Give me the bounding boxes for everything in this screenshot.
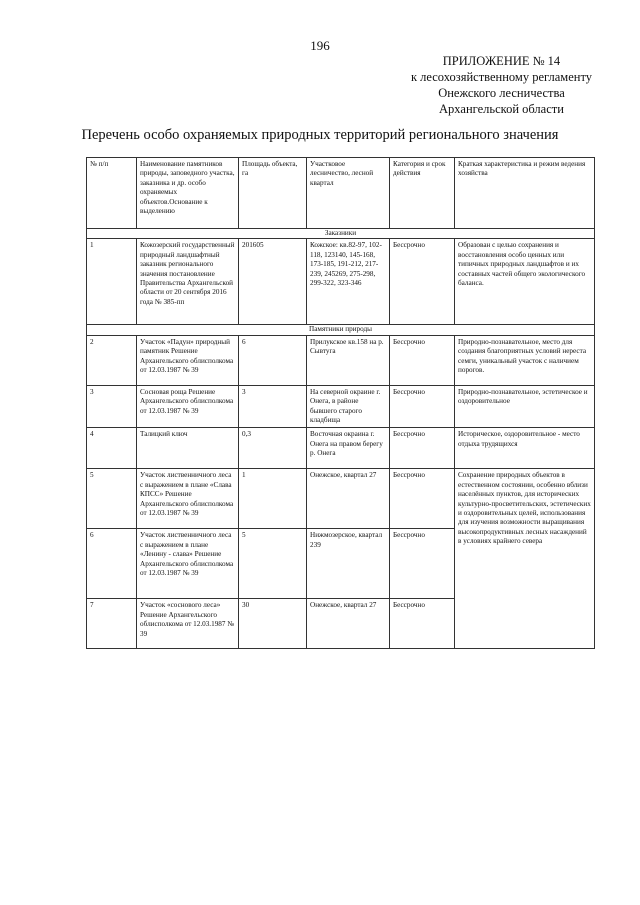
cell-location: Кожское: кв.82-97, 102-118, 123140, 145-168, 173-185, 191-212, 217-239, 245269, 275-298, 299-322, 323-346 xyxy=(307,239,390,325)
header-area: Площадь объекта, га xyxy=(239,158,307,229)
cell-location: Нижмозерское, квартал 239 xyxy=(307,529,390,599)
section-row-monuments xyxy=(87,325,595,335)
cell-category: Бессрочно xyxy=(390,428,455,469)
cell-category: Бессрочно xyxy=(390,469,455,529)
cell-name: Участок «соснового леса» Решение Архангельского облисполкома от 12.03.1987 № 39 xyxy=(137,599,239,649)
cell-number: 1 xyxy=(87,239,137,325)
section-row-reserves xyxy=(87,229,595,239)
header-description: Краткая характеристика и режим ведения хозяйства xyxy=(455,158,595,229)
appendix-header xyxy=(411,53,592,117)
header-location: Участковое лесничество, лесной квартал xyxy=(307,158,390,229)
appendix-line-4: Архангельской области xyxy=(439,102,564,116)
protected-areas-table xyxy=(86,157,595,649)
appendix-line-3: Онежского лесничества xyxy=(438,86,565,100)
header-category: Категория и срок действия xyxy=(390,158,455,229)
cell-area: 3 xyxy=(239,385,307,428)
table-row xyxy=(87,239,595,325)
cell-area: 6 xyxy=(239,335,307,385)
cell-category: Бессрочно xyxy=(390,335,455,385)
cell-category: Бессрочно xyxy=(390,239,455,325)
cell-number: 2 xyxy=(87,335,137,385)
cell-location: Онежское, квартал 27 xyxy=(307,599,390,649)
cell-name: Талицкий ключ xyxy=(137,428,239,469)
table-row xyxy=(87,335,595,385)
appendix-line-1: ПРИЛОЖЕНИЕ № 14 xyxy=(442,54,561,68)
table-row xyxy=(87,428,595,469)
section-title-monuments: Памятники природы xyxy=(87,325,595,335)
cell-location: На северной окраине г. Онега, в районе бывшего старого кладбища xyxy=(307,385,390,428)
cell-name: Кожозерский государственный природный ландшафтный заказник регионального значения постановление Правительства Архангельской области от 20 сентября 2016 года № 385-пп xyxy=(137,239,239,325)
cell-category: Бессрочно xyxy=(390,385,455,428)
header-number: № п/п xyxy=(87,158,137,229)
document-title: Перечень особо охраняемых природных территорий регионального значения xyxy=(81,127,559,143)
cell-location: Онежское, квартал 27 xyxy=(307,469,390,529)
cell-area: 0,3 xyxy=(239,428,307,469)
cell-area: 5 xyxy=(239,529,307,599)
cell-name: Сосновая роща Решение Архангельского облисполкома от 12.03.1987 № 39 xyxy=(137,385,239,428)
table-row xyxy=(87,385,595,428)
appendix-line-2: к лесохозяйственному регламенту xyxy=(410,70,592,84)
cell-description: Природно-познавательное, место для создания благоприятных условий нереста семги, уникальный участок с наличием порогов. xyxy=(455,335,595,385)
cell-shared-description: Сохранение природных объектов в естественном состоянии, особенно вблизи населённых пунктов, для исторических культурно-просветительских, эстетических и оздоровительных целей, использования для изучения возможности выращивания высокопродуктивных лесных насаждений в условиях крайнего севера xyxy=(455,469,595,649)
cell-category: Бессрочно xyxy=(390,599,455,649)
section-title-reserves: Заказники xyxy=(87,229,595,239)
table-row xyxy=(87,469,595,529)
cell-location: Восточная окраина г. Онега на правом берегу р. Онега xyxy=(307,428,390,469)
table-header-row xyxy=(87,158,595,229)
cell-location: Прилукское кв.158 на р. Сывтуга xyxy=(307,335,390,385)
cell-name: Участок лиственничного леса с выражением в плане «Ленину - слава» Решение Архангельского облисполкома от 12.03.1987 № 39 xyxy=(137,529,239,599)
header-name: Наименование памятников природы, заповедного участка, заказника и др. особо охраняемых объектов.Основание к выделению xyxy=(137,158,239,229)
cell-number: 7 xyxy=(87,599,137,649)
cell-name: Участок лиственничного леса с выражением в плане «Слава КПСС» Решение Архангельского облисполкома от 12.03.1987 № 39 xyxy=(137,469,239,529)
cell-area: 1 xyxy=(239,469,307,529)
cell-area: 201605 xyxy=(239,239,307,325)
cell-area: 30 xyxy=(239,599,307,649)
page-number: 196 xyxy=(310,38,330,53)
cell-number: 4 xyxy=(87,428,137,469)
cell-description: Историческое, оздоровительное - место отдыха трудящихся xyxy=(455,428,595,469)
cell-number: 5 xyxy=(87,469,137,529)
cell-name: Участок «Падун» природный памятник Решение Архангельского облисполкома от 12.03.1987 № 39 xyxy=(137,335,239,385)
cell-description: Образован с целью сохранения и восстановления особо ценных или типичных природных ландшафтов и их составных частей общего экологического баланса. xyxy=(455,239,595,325)
cell-category: Бессрочно xyxy=(390,529,455,599)
cell-description: Природно-познавательное, эстетическое и оздоровительное xyxy=(455,385,595,428)
cell-number: 6 xyxy=(87,529,137,599)
cell-number: 3 xyxy=(87,385,137,428)
